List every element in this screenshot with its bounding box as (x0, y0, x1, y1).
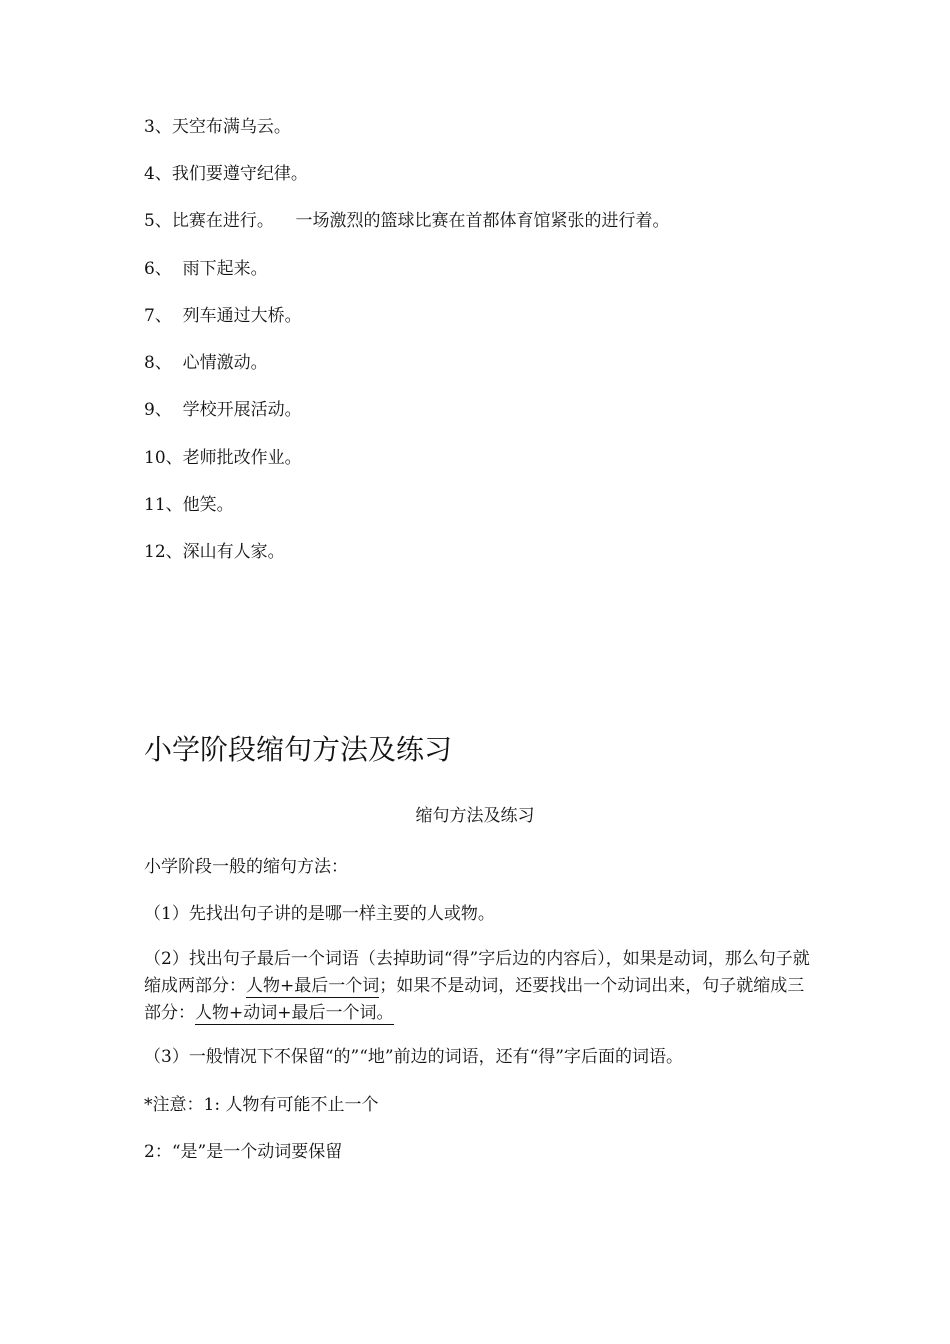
exercise-text: 我们要遵守纪律。 (171, 164, 308, 184)
exercise-number: 5、 (144, 211, 172, 231)
section-subtitle: 缩句方法及练习 (415, 806, 535, 826)
rule-2-text-b: ；如果不是动词，还要找出一个动词出来，句子就缩成三部分： (144, 976, 805, 1023)
exercise-item (144, 446, 302, 470)
exercise-number: 8、 (144, 353, 172, 373)
rule-1: （1）先找出句子讲的是哪一样主要的人或物。 (144, 904, 495, 924)
exercise-text: 学校开展活动。 (171, 400, 302, 420)
exercise-number: 4、 (144, 164, 172, 184)
exercise-text: 他笑。 (182, 495, 234, 515)
exercise-item (144, 257, 268, 281)
rule-2 (144, 946, 814, 1027)
exercise-item (144, 351, 268, 375)
exercise-number: 10、 (144, 448, 183, 468)
method-intro: 小学阶段一般的缩句方法： (144, 857, 348, 877)
exercise-item (144, 398, 302, 422)
exercise-number: 11、 (144, 495, 183, 515)
section-title: 小学阶段缩句方法及练习 (144, 733, 453, 766)
note-2: 2：“是”是一个动词要保留 (144, 1142, 343, 1162)
exercise-item (144, 493, 234, 517)
exercise-item (144, 209, 669, 233)
exercise-text: 比赛在进行。 一场激烈的篮球比赛在首都体育馆紧张的进行着。 (171, 211, 670, 231)
rule-3: （3）一般情况下不保留“的”“地”前边的词语，还有“得”字后面的词语。 (144, 1047, 683, 1067)
exercise-text: 雨下起来。 (171, 259, 268, 279)
exercise-item (144, 540, 285, 564)
exercise-number: 6、 (144, 259, 172, 279)
rule-2-text-a: （2）找出句子最后一个词语（去掉助词“得”字后边的内容后），如果是动词，那么句子就缩成两部分： (144, 949, 810, 996)
exercise-item (144, 115, 291, 139)
exercise-text: 列车通过大桥。 (171, 306, 302, 326)
exercise-number: 9、 (144, 400, 172, 420)
exercise-item (144, 304, 302, 328)
exercise-text: 深山有人家。 (182, 542, 285, 562)
rule-2-formula-two-parts: 人物+最后一个词 (246, 976, 380, 996)
exercise-number: 12、 (144, 542, 183, 562)
exercise-text: 天空布满乌云。 (171, 117, 291, 137)
exercise-number: 7、 (144, 306, 172, 326)
exercise-item (144, 162, 308, 186)
exercise-number: 3、 (144, 117, 172, 137)
exercise-text: 老师批改作业。 (182, 448, 302, 468)
rule-2-formula-three-parts: 人物+动词+最后一个词。 (195, 1003, 394, 1023)
exercise-text: 心情激动。 (171, 353, 268, 373)
note-1: *注意：1: 人物有可能不止一个 (144, 1095, 379, 1115)
